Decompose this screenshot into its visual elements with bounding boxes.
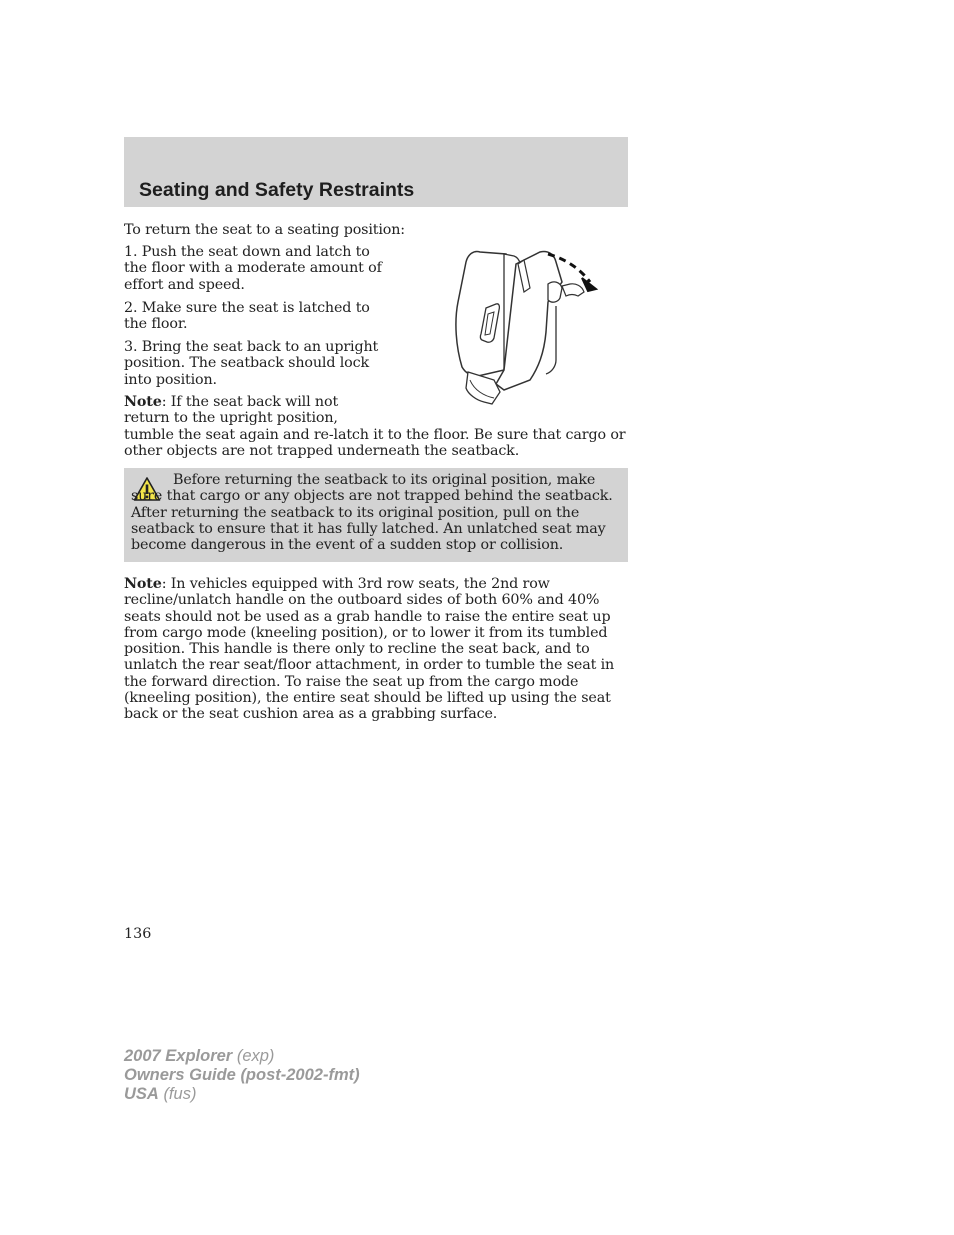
section-title: Seating and Safety Restraints: [139, 179, 415, 201]
page-number: 136: [124, 926, 152, 942]
section-header: [124, 137, 628, 207]
footer-market-code: (fus): [163, 1085, 197, 1103]
warning-box: [124, 468, 628, 562]
footer-market: USA: [124, 1085, 159, 1103]
step-2: 2. Make sure the seat is latched to the floor.: [124, 300, 370, 333]
footer: [124, 1047, 360, 1104]
note-1-label: Note: [124, 394, 162, 410]
footer-line-2: [124, 1066, 360, 1085]
footer-line-1: [124, 1047, 360, 1066]
note-1-rest: tumble the seat again and re-latch it to the floor. Be sure that cargo or other objects are not trapped underneath the seatback.: [124, 426, 626, 459]
note-2-label: Note: [124, 576, 162, 592]
note-2: [124, 576, 630, 723]
footer-model: 2007 Explorer: [124, 1047, 233, 1065]
step-3: 3. Bring the seat back to an upright position. The seatback should lock into position.: [124, 339, 379, 388]
note-1-line-a: : If the seat back will not: [161, 394, 339, 410]
footer-guide: Owners Guide (post-2002-fmt): [124, 1066, 360, 1084]
footer-model-code: (exp): [236, 1047, 275, 1065]
step-1: 1. Push the seat down and latch to the floor with a moderate amount of effort and speed.: [124, 244, 382, 293]
seat-tumble-illustration: [444, 242, 604, 408]
footer-line-3: [124, 1085, 360, 1104]
intro-text: To return the seat to a seating position:: [124, 222, 405, 238]
warning-text: Before returning the seatback to its original position, make sure that cargo or any objects are not trapped behind the seatback. After returning the seatback to its original position, pull on the seatback to ensure that it has fully latched. An unlatched seat may become dangerous in the event of a sudden stop or collision.: [131, 472, 613, 554]
note-2-text: : In vehicles equipped with 3rd row seats, the 2nd row recline/unlatch handle on the outboard sides of both 60% and 40% seats should not be used as a grab handle to raise the entire seat up from cargo mode (kneeling position), or to lower it from its tumbled position. This handle is there only to recline the seat back, and to unlatch the rear seat/floor attachment, in order to tumble the seat in the forward direction. To raise the seat up from the cargo mode (kneeling position), the entire seat should be lifted up using the seat back or the seat cushion area as a grabbing surface.: [124, 576, 615, 723]
note-1-line-b: return to the upright position,: [124, 410, 338, 427]
